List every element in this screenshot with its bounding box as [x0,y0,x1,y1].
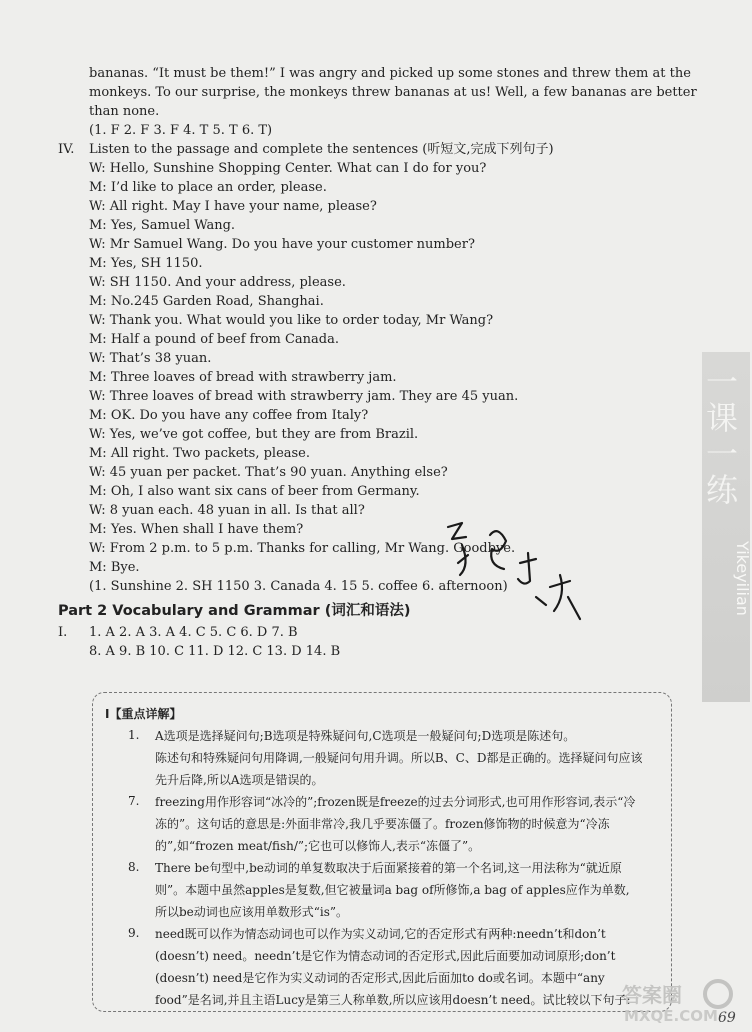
explanation-line: food”是名词,并且主语Lucy是第三人称单数,所以应该用doesn’t need。试比较以下句子: [155,993,631,1007]
dialogue-line: M: Three loaves of bread with strawberry jam. [89,370,397,385]
explanation-line: There be句型中,be动词的单复数取决于后面紧接着的第一个名词,这一用法称为“就近原 [155,861,622,875]
dialogue-line: W: All right. May I have your name, please? [89,199,377,214]
dialogue-line: M: I’d like to place an order, please. [89,180,327,195]
item-number: 7. [128,794,140,808]
explanation-title: I【重点详解】 [105,707,182,721]
para-line-3: than none. [89,104,160,119]
explanation-line: 则”。本题中虽然apples是复数,但它被量词a bag of所修饰,a bag of apples应作为单数, [155,883,630,897]
explanation-line: (doesn’t) need是它作为实义动词的否定形式,因此后面加to do或名词。本题中“any [155,971,605,985]
dialogue-line: W: 8 yuan each. 48 yuan in all. Is that all? [89,503,365,518]
answer-line-part1-iii: (1. F 2. F 3. F 4. T 5. T 6. T) [89,123,273,138]
dialogue-line: M: Bye. [89,560,140,575]
para-line-2: monkeys. To our surprise, the monkeys threw bananas at us! Well, a few bananas are better [89,85,697,100]
dialogue-line: W: Thank you. What would you like to order today, Mr Wang? [89,313,494,328]
section-iv-instruction: Listen to the passage and complete the sentences (听短文,完成下列句子) [89,142,554,157]
explanation-line: A选项是选择疑问句;B选项是特殊疑问句,C选项是一般疑问句;D选项是陈述句。 [155,729,576,743]
dialogue-line: M: All right. Two packets, please. [89,446,311,461]
section-iv-numeral: IV. [58,142,75,157]
dialogue-line: W: Mr Samuel Wang. Do you have your customer number? [89,237,475,252]
series-pinyin: Yikeyilian [733,540,752,616]
part2-numeral: I. [58,625,68,640]
dialogue-line: W: From 2 p.m. to 5 p.m. Thanks for calling, Mr Wang. Goodbye. [89,541,516,556]
explanation-line: 冻的”。这句话的意思是:外面非常冷,我几乎要冻僵了。frozen修饰物的时候意为“冷冻 [155,817,610,831]
explanation-line: 陈述句和特殊疑问句用降调,一般疑问句用升调。所以B、C、D都是正确的。选择疑问句应该 [155,751,643,765]
dialogue-line: M: Half a pound of beef from Canada. [89,332,340,347]
explanation-line: freezing用作形容词“冰冷的”;frozen既是freeze的过去分词形式,也可用作形容词,表示“冷 [155,795,636,809]
dialogue-line: M: Yes. When shall I have them? [89,522,304,537]
explanation-line: 所以be动词也应该用单数形式“is”。 [155,905,349,919]
dialogue-line: W: That’s 38 yuan. [89,351,212,366]
item-number: 9. [128,926,140,940]
answer-line-part1-iv: (1. Sunshine 2. SH 1150 3. Canada 4. 15 5. coffee 6. afternoon) [89,579,508,594]
handwriting-scribble [440,515,590,635]
part2-heading: Part 2 Vocabulary and Grammar (词汇和语法) [58,603,411,619]
dialogue-line: W: Hello, Sunshine Shopping Center. What can I do for you? [89,161,487,176]
dialogue-line: W: SH 1150. And your address, please. [89,275,346,290]
part2-answers-line-2: 8. A 9. B 10. C 11. D 12. C 13. D 14. B [89,644,341,659]
series-title: 一课一练 [701,365,739,509]
page-number: 69 [718,1010,736,1026]
part2-answers-line-1: 1. A 2. A 3. A 4. C 5. C 6. D 7. B [89,625,298,640]
explanation-line: need既可以作为情态动词也可以作为实义动词,它的否定形式有两种:needn’t和don’t [155,927,606,941]
explanation-box [92,692,672,1012]
explanation-line: (doesn’t) need。needn’t是它作为情态动词的否定形式,因此后面要加动词原形;don’t [155,949,616,963]
dialogue-line: M: Yes, SH 1150. [89,256,203,271]
watermark-text: MXQE.COM [624,1007,718,1025]
dialogue-line: M: Oh, I also want six cans of beer from Germany. [89,484,420,499]
dialogue-line: M: Yes, Samuel Wang. [89,218,236,233]
dialogue-line: M: No.245 Garden Road, Shanghai. [89,294,324,309]
item-number: 1. [128,728,140,742]
para-line-1: bananas. “It must be them!” I was angry and picked up some stones and threw them at the [89,66,691,81]
explanation-line: 的”,如“frozen meat/fish/”;它也可以修饰人,表示“冻僵了”。 [155,839,481,853]
dialogue-line: W: Three loaves of bread with strawberry jam. They are 45 yuan. [89,389,519,404]
explanation-line: 先升后降,所以A选项是错误的。 [155,773,324,787]
dialogue-line: W: Yes, we’ve got coffee, but they are from Brazil. [89,427,419,442]
watermark-cn-text: 答案圈 [622,983,682,1007]
dialogue-line: M: OK. Do you have any coffee from Italy? [89,408,369,423]
dialogue-line: W: 45 yuan per packet. That’s 90 yuan. Anything else? [89,465,448,480]
item-number: 8. [128,860,140,874]
